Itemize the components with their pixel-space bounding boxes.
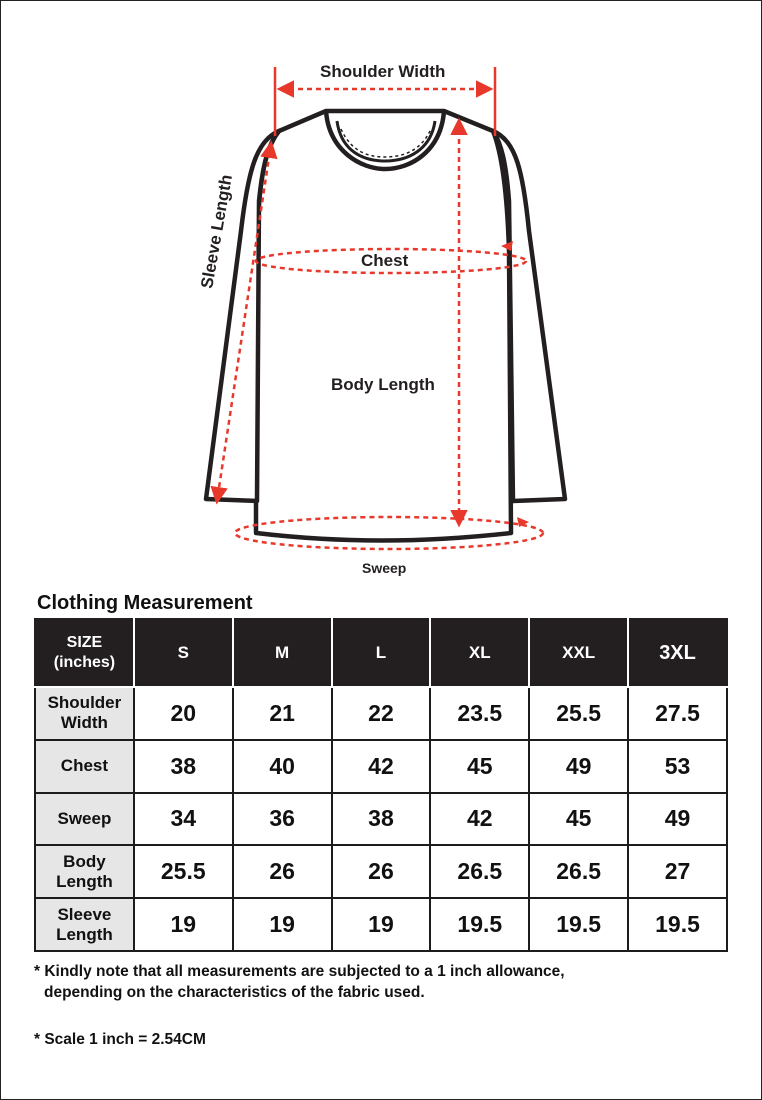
body-length-label: Body Length — [331, 375, 435, 394]
row-label-line1: Body — [63, 851, 106, 871]
table-cell: 42 — [430, 793, 529, 846]
table-cell: 27.5 — [628, 687, 727, 740]
table-cell: 45 — [430, 740, 529, 793]
table-cell: 26.5 — [430, 845, 529, 898]
table-cell: 45 — [529, 793, 628, 846]
shoulder-width-label: Shoulder Width — [320, 62, 446, 81]
size-header-cell — [35, 619, 134, 687]
table-cell: 36 — [233, 793, 332, 846]
row-label-line1: Shoulder — [47, 693, 122, 713]
row-label-line2: Width — [60, 713, 108, 733]
scale-note: * Scale 1 inch = 2.54CM — [34, 1031, 206, 1048]
table-cell: 25.5 — [134, 845, 233, 898]
row-label-line1: Sleeve — [57, 904, 112, 924]
row-label — [35, 845, 134, 898]
size-col-header: 3XL — [628, 619, 727, 687]
table-cell: 21 — [233, 687, 332, 740]
table-cell: 19 — [134, 898, 233, 951]
table-row — [35, 793, 727, 846]
table-cell: 19.5 — [628, 898, 727, 951]
size-header-line2: (inches) — [53, 654, 116, 671]
table-cell: 27 — [628, 845, 727, 898]
table-row — [35, 740, 727, 793]
row-label — [35, 793, 134, 846]
table-cell: 25.5 — [529, 687, 628, 740]
allowance-note-line2: depending on the characteristics of the fabric used. — [44, 984, 425, 1001]
table-cell: 26.5 — [529, 845, 628, 898]
garment-diagram — [1, 1, 762, 591]
table-cell: 19.5 — [529, 898, 628, 951]
table-cell: 26 — [233, 845, 332, 898]
table-cell: 38 — [332, 793, 431, 846]
row-label-line1: Sweep — [57, 808, 112, 828]
allowance-note-line1: * Kindly note that all measurements are subjected to a 1 inch allowance, — [34, 963, 565, 980]
sweep-label: Sweep — [362, 560, 407, 576]
sleeve-length-label: Sleeve Length — [197, 173, 236, 290]
table-cell: 42 — [332, 740, 431, 793]
row-label — [35, 687, 134, 740]
row-label — [35, 740, 134, 793]
table-cell: 40 — [233, 740, 332, 793]
table-cell: 49 — [529, 740, 628, 793]
size-col-header: S — [134, 619, 233, 687]
table-cell: 22 — [332, 687, 431, 740]
tshirt-illustration — [1, 1, 762, 591]
allowance-note — [34, 961, 565, 1003]
table-header-row — [35, 619, 727, 687]
size-header-line1: SIZE — [66, 634, 103, 651]
shirt-outline — [256, 111, 511, 541]
row-label-line2: Length — [56, 871, 113, 891]
table-row — [35, 845, 727, 898]
size-col-header: XXL — [529, 619, 628, 687]
table-cell: 49 — [628, 793, 727, 846]
row-label-line1: Chest — [60, 756, 109, 776]
table-cell: 19.5 — [430, 898, 529, 951]
table-cell: 19 — [233, 898, 332, 951]
table-row — [35, 687, 727, 740]
table-cell: 53 — [628, 740, 727, 793]
table-cell: 26 — [332, 845, 431, 898]
row-label-line2: Length — [56, 924, 113, 944]
table-cell: 38 — [134, 740, 233, 793]
row-label — [35, 898, 134, 951]
section-title: Clothing Measurement — [37, 592, 253, 614]
table-row — [35, 898, 727, 951]
table-cell: 20 — [134, 687, 233, 740]
measurement-table — [34, 618, 728, 952]
size-col-header: L — [332, 619, 431, 687]
table-cell: 34 — [134, 793, 233, 846]
chest-label: Chest — [361, 251, 409, 270]
table-cell: 19 — [332, 898, 431, 951]
table-cell: 23.5 — [430, 687, 529, 740]
size-col-header: XL — [430, 619, 529, 687]
size-col-header: M — [233, 619, 332, 687]
